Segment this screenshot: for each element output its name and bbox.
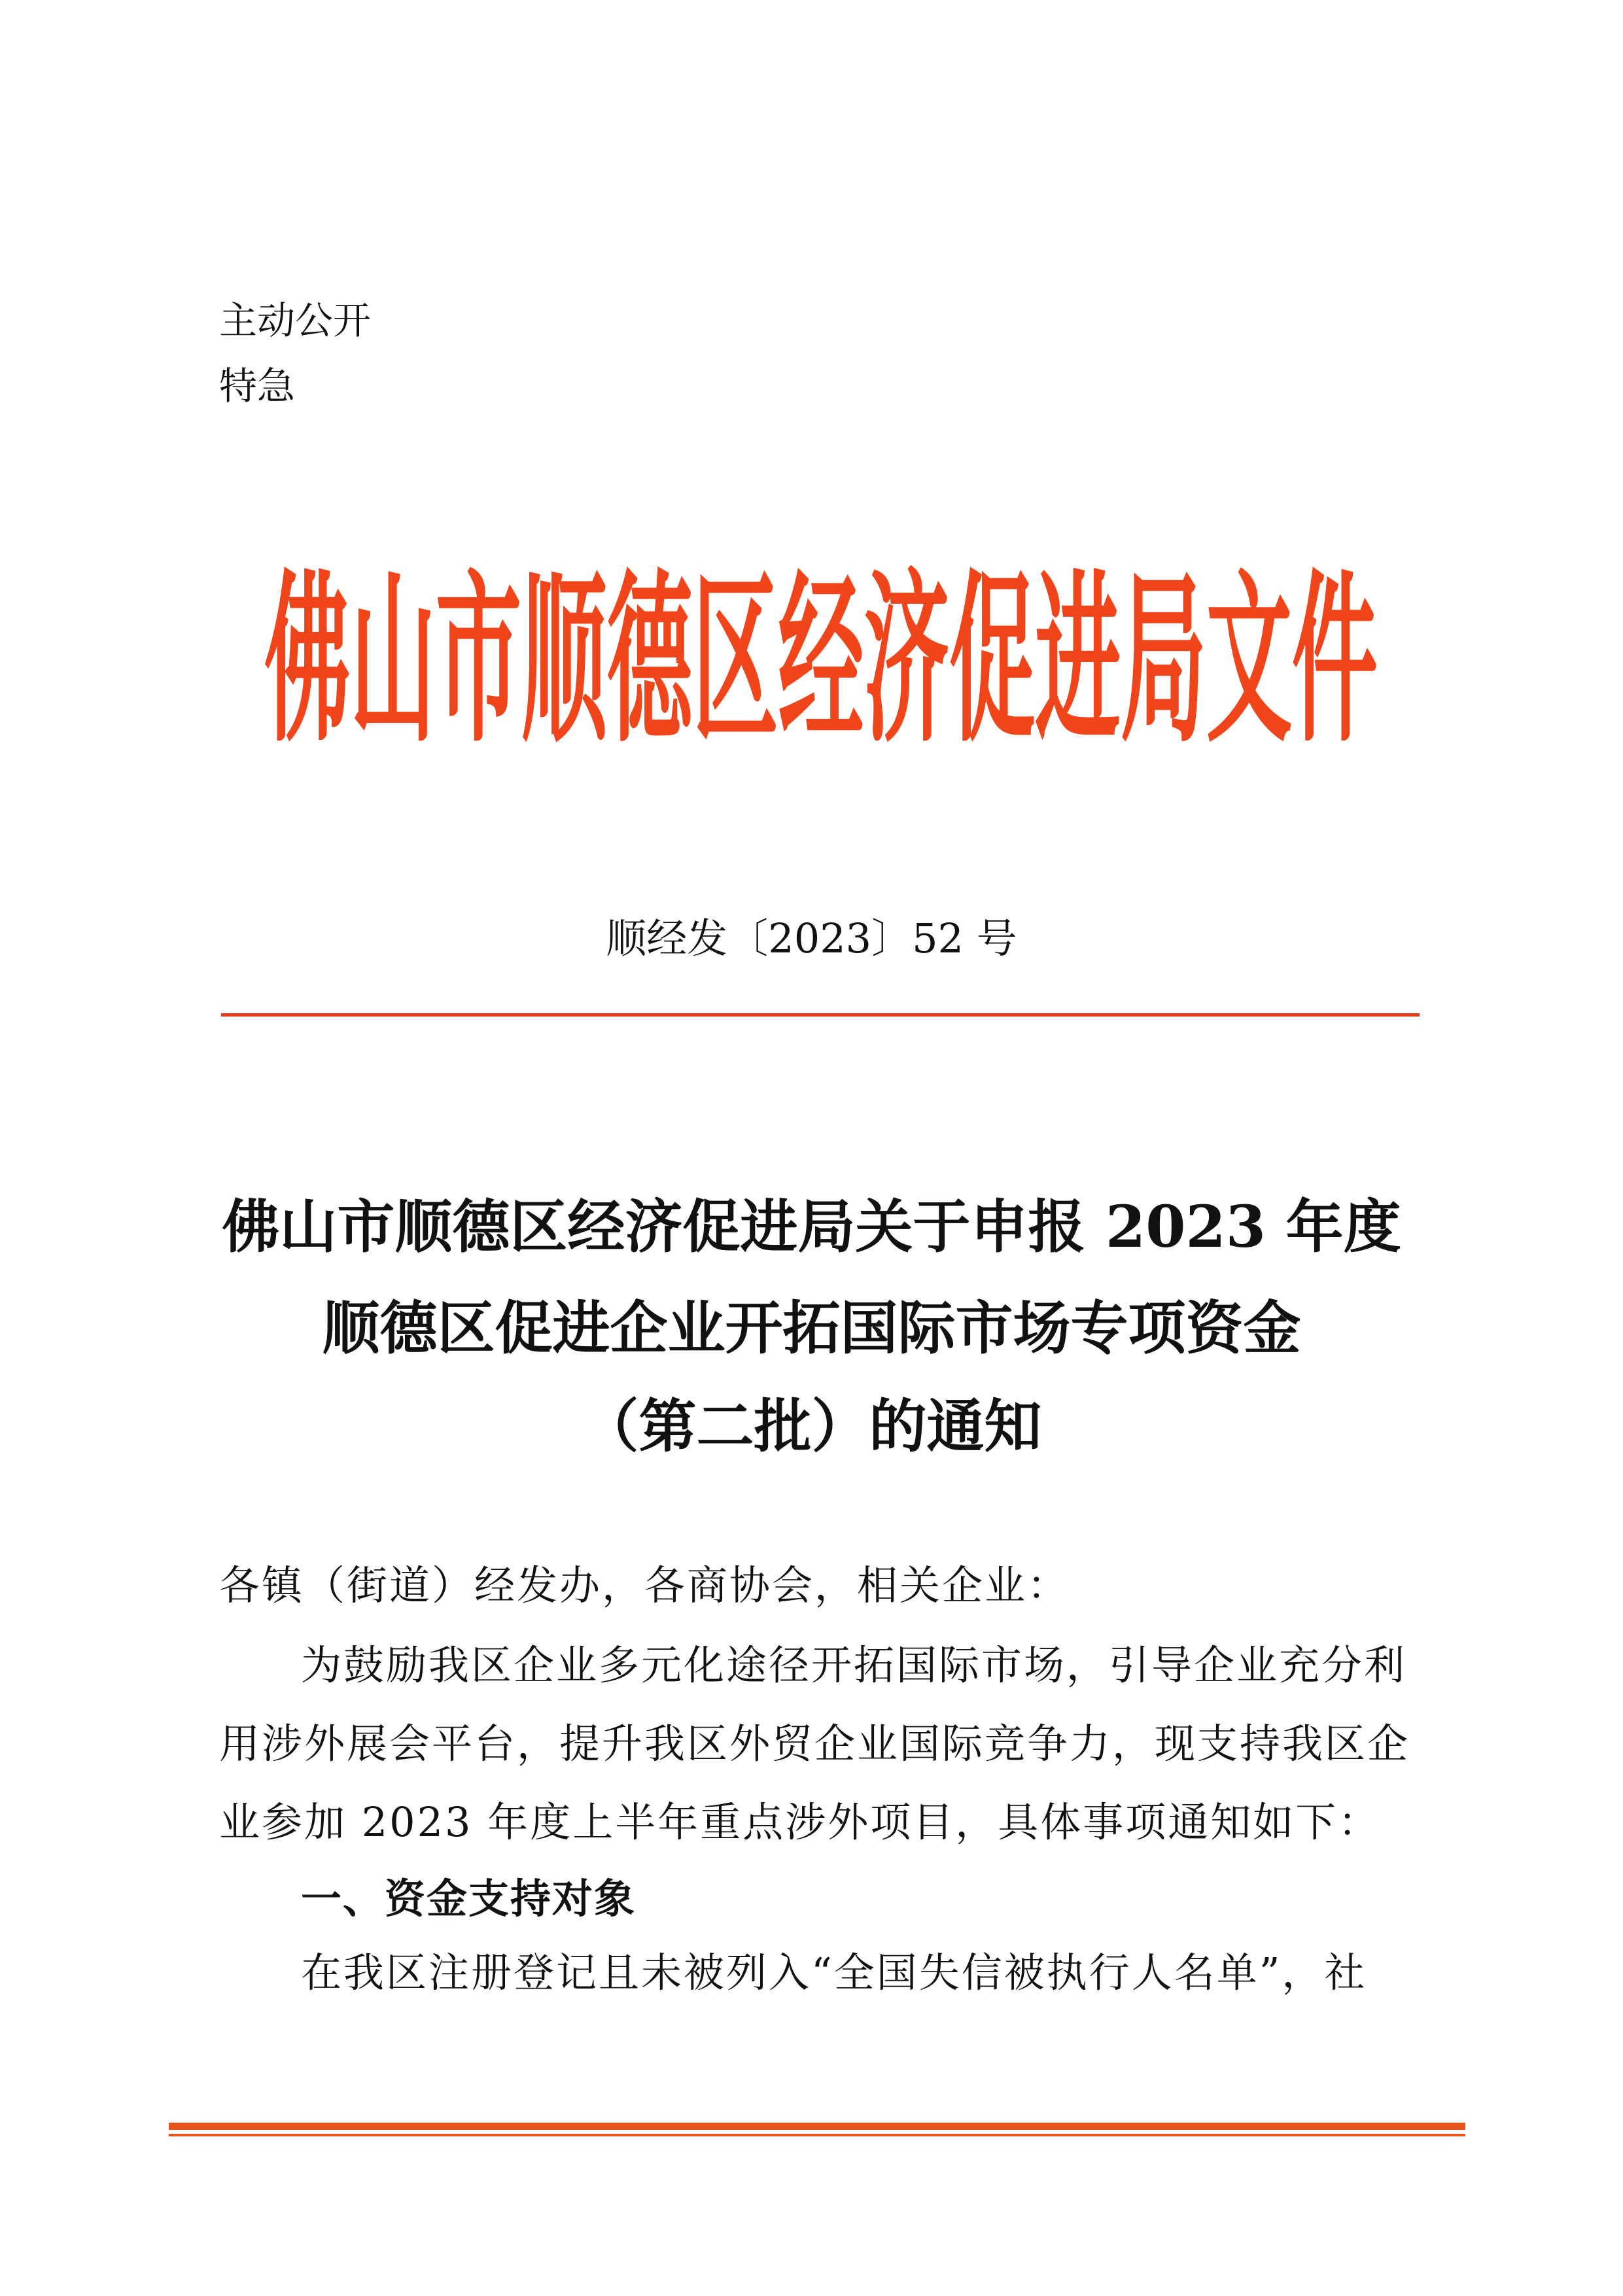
body-paragraph-line: 业参加 2023 年度上半年重点涉外项目，具体事项通知如下： [219, 1798, 1381, 1846]
urgency-label: 特急 [219, 364, 296, 408]
document-number: 顺经发〔2023〕52 号 [606, 914, 1017, 962]
footer-divider-thick [169, 2123, 1465, 2130]
header-divider [221, 1013, 1420, 1017]
document-title-line-1: 佛山市顺德区经济促进局关于申报 2023 年度 [222, 1192, 1401, 1261]
footer-divider-thin [169, 2134, 1465, 2136]
body-paragraph-line: 在我区注册登记且未被列入“全国失信被执行人名单”，社 [301, 1949, 1367, 1996]
body-paragraph-line: 为鼓励我区企业多元化途径开拓国际市场，引导企业充分利 [301, 1641, 1407, 1689]
document-title-line-3: （第二批）的通知 [581, 1392, 1042, 1460]
issuer-banner [229, 546, 1413, 768]
document-title-line-2: 顺德区促进企业开拓国际市场专项资金 [322, 1294, 1301, 1362]
publicity-label: 主动公开 [219, 298, 372, 343]
issuer-banner-text: 佛山市顺德区经济促进局文件 [264, 552, 1378, 768]
addressee: 各镇（街道）经发办，各商协会，相关企业： [219, 1561, 1070, 1609]
body-paragraph-line: 用涉外展会平台，提升我区外贸企业国际竞争力，现支持我区企 [219, 1720, 1410, 1767]
section-heading: 一、资金支持对象 [301, 1875, 637, 1922]
